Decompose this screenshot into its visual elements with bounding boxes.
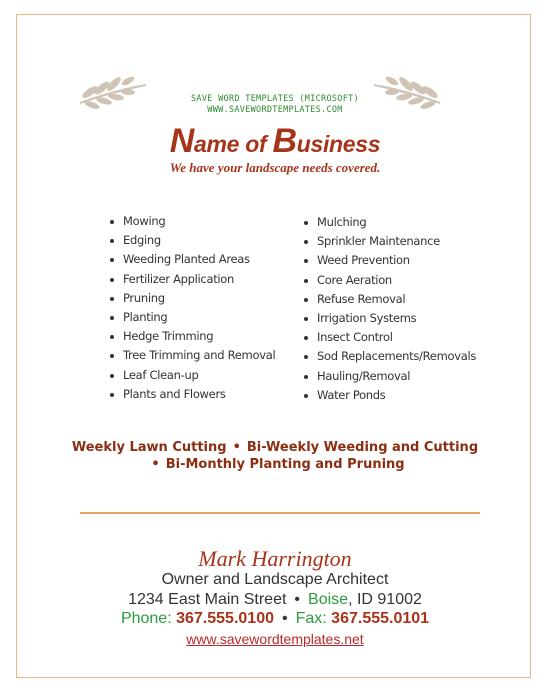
offer-biweekly-weeding: Bi-Weekly Weeding and Cutting: [246, 440, 479, 455]
website-link[interactable]: www.savewordtemplates.net: [186, 631, 364, 647]
service-item: Planting: [108, 308, 275, 327]
watermark-line-1: SAVE WORD TEMPLATES (MICROSOFT): [191, 94, 359, 104]
service-item: Sod Replacements/Removals: [302, 347, 476, 366]
business-name-initial-1: N: [169, 122, 194, 160]
offers-line-1: [0, 440, 550, 455]
service-item: Weeding Planted Areas: [108, 250, 275, 269]
service-item: Leaf Clean-up: [108, 366, 275, 385]
offers-line-2: [0, 457, 550, 472]
contact-address: [0, 591, 550, 609]
service-item: Hedge Trimming: [108, 327, 275, 346]
tagline: We have your landscape needs covered.: [169, 160, 381, 175]
offer-weekly-cutting: Weekly Lawn Cutting: [71, 440, 227, 455]
business-name: [0, 122, 550, 161]
offer-bullet: •: [232, 440, 241, 455]
business-name-initial-2: B: [272, 122, 297, 160]
service-item: Fertilizer Application: [108, 270, 275, 289]
contact-role: Owner and Landscape Architect: [161, 571, 389, 588]
contact-name: Mark Harrington: [198, 546, 352, 571]
service-item: Insect Control: [302, 328, 476, 347]
service-item: Weed Prevention: [302, 251, 476, 270]
service-item: Mulching: [302, 213, 476, 232]
business-name-part-2: usiness: [296, 131, 381, 157]
offer-bullet: •: [151, 457, 160, 472]
fax-number: 367.555.0101: [331, 610, 430, 627]
service-item: Water Ponds: [302, 386, 476, 405]
service-item: Core Aeration: [302, 271, 476, 290]
service-item: Plants and Flowers: [108, 385, 275, 404]
website: [0, 631, 550, 647]
address-street: 1234 East Main Street: [128, 591, 287, 608]
phone-number: 367.555.0100: [176, 610, 274, 627]
address-state-zip: , ID 91002: [348, 591, 422, 608]
service-item: Refuse Removal: [302, 290, 476, 309]
address-city: Boise: [308, 591, 349, 608]
phone-label: Phone:: [120, 610, 172, 627]
service-item: Edging: [108, 231, 275, 250]
address-bullet: •: [294, 591, 301, 608]
business-name-part-1: ame of: [194, 131, 273, 157]
services-list-right: [302, 213, 476, 405]
offer-bimonthly-planting: Bi-Monthly Planting and Pruning: [165, 457, 405, 472]
fax-label: Fax:: [295, 610, 327, 627]
divider-rule: [80, 512, 480, 514]
contact-phones: [0, 610, 550, 628]
service-item: Hauling/Removal: [302, 367, 476, 386]
services-list-left: [108, 212, 275, 404]
phone-fax-bullet: •: [281, 610, 288, 627]
service-item: Tree Trimming and Removal: [108, 346, 275, 365]
service-item: Irrigation Systems: [302, 309, 476, 328]
service-item: Pruning: [108, 289, 275, 308]
service-item: Sprinkler Maintenance: [302, 232, 476, 251]
watermark-line-2: WWW.SAVEWORDTEMPLATES.COM: [207, 105, 343, 115]
service-item: Mowing: [108, 212, 275, 231]
